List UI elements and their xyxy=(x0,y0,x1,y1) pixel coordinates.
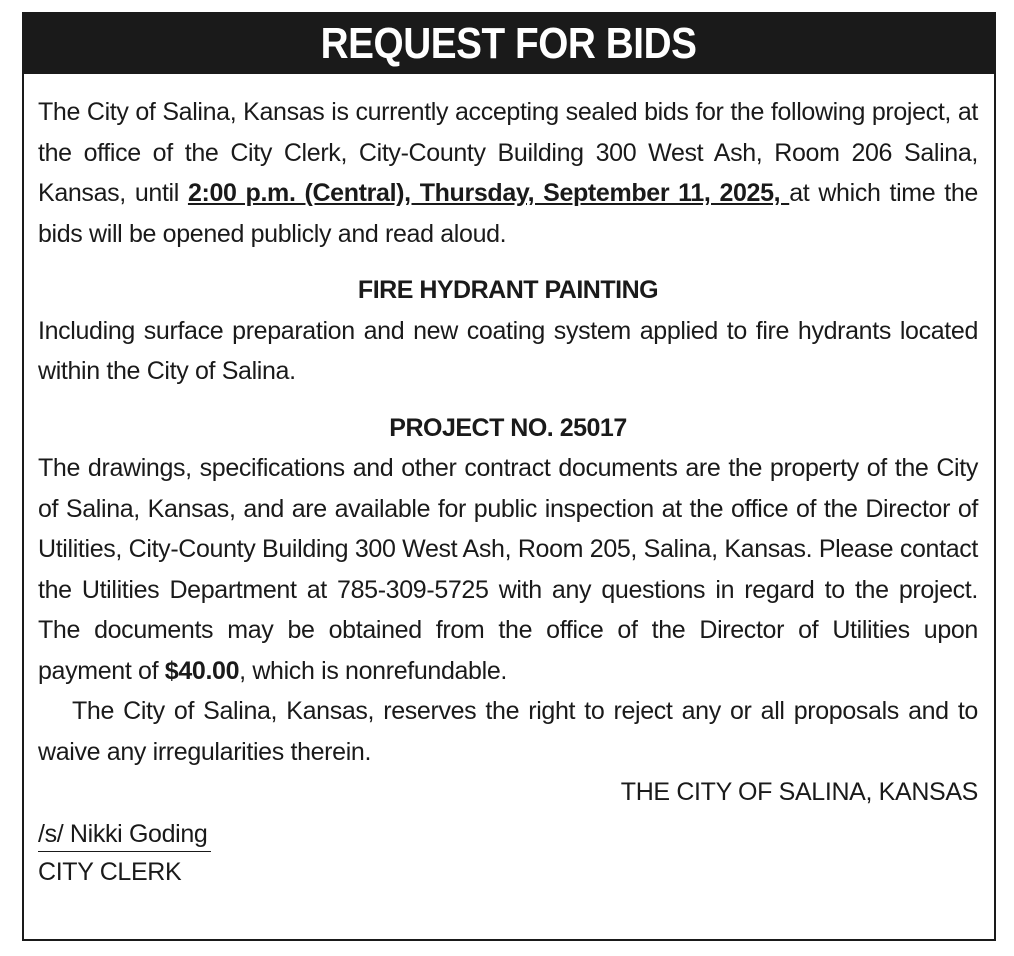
documents-text-end: , which is nonrefundable. xyxy=(239,656,507,685)
city-signature: THE CITY OF SALINA, KANSAS xyxy=(620,778,978,806)
project-number-heading: PROJECT NO. 25017 xyxy=(389,413,627,442)
signature-block xyxy=(38,815,978,891)
signer-title: CITY CLERK xyxy=(38,857,182,886)
signer-name: /s/ Nikki Goding xyxy=(38,817,211,852)
intro-text-end: at which time the bids will be opened publicly and read aloud. xyxy=(38,179,978,248)
notice-body xyxy=(24,74,994,891)
intro-text: The City of Salina, Kansas is currently accepting sealed bids for the following project, at the office of the City Clerk, City-County Building 300 West Ash, Room 206 Salina, Kansas, until xyxy=(38,98,978,207)
project-heading: FIRE HYDRANT PAINTING xyxy=(357,276,659,304)
header-bar xyxy=(24,14,994,74)
reserve-paragraph: The City of Salina, Kansas, reserves the right to reject any or all proposals and to waive any irregularities therein. xyxy=(38,697,978,766)
documents-fee: $40.00 xyxy=(164,656,240,685)
notice-title: REQUEST FOR BIDS xyxy=(321,19,697,68)
bid-deadline: 2:00 p.m. (Central), Thursday, September 11, 2025, xyxy=(187,179,790,207)
documents-text: The drawings, specifications and other contract documents are the property of the City of Salina, Kansas, and are available for public inspection at the office of the Director of Utilities, City-County Building 300 West Ash, Room 205, Salina, Kansas. Please contact the Utilities Department at 785-309-5725 with any questions in regard to the project. The documents may be obtained from the office of the Director of Utilities upon payment of xyxy=(38,454,978,685)
intro-paragraph xyxy=(38,92,978,254)
documents-paragraph xyxy=(38,448,978,691)
project-description: Including surface preparation and new coating system applied to fire hydrants located within the City of Salina. xyxy=(38,316,978,385)
bid-notice xyxy=(22,12,996,941)
